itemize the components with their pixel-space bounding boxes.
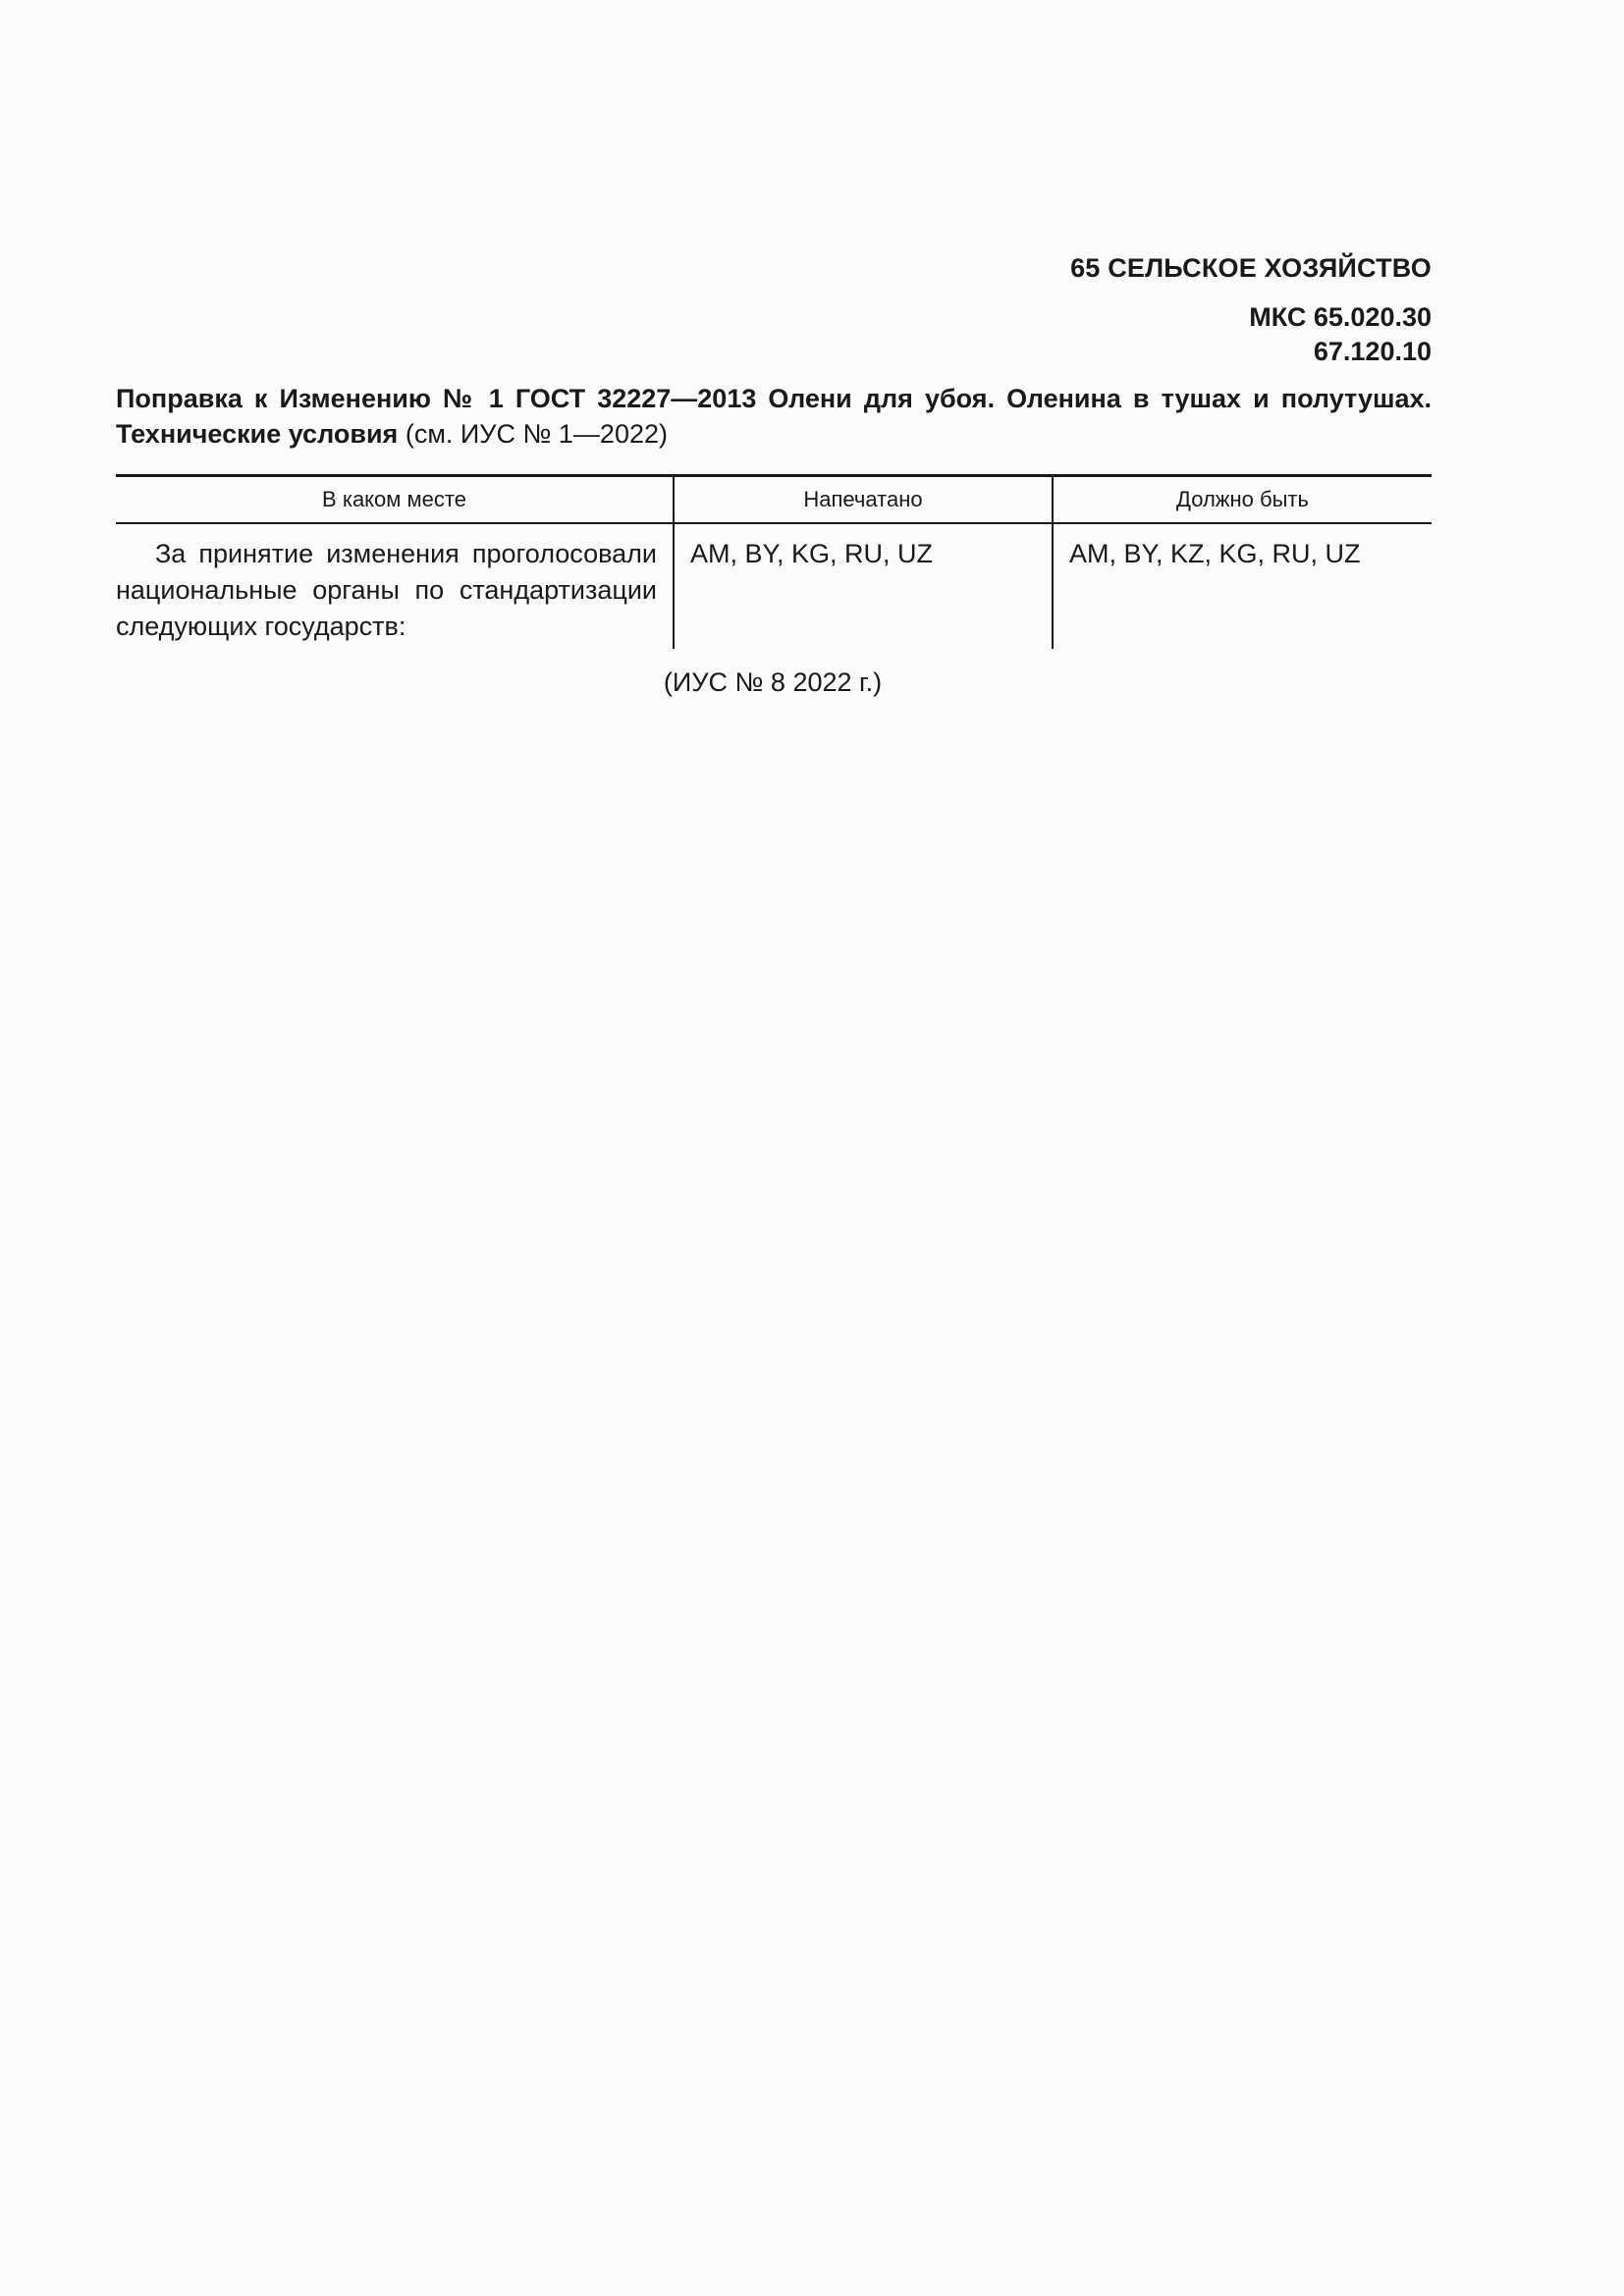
cell-printed: AM, BY, KG, RU, UZ bbox=[674, 523, 1053, 649]
correction-table bbox=[116, 474, 1432, 649]
header-place: В каком месте bbox=[116, 476, 674, 524]
header-printed: Напечатано bbox=[674, 476, 1053, 524]
header-should-be: Должно быть bbox=[1053, 476, 1432, 524]
table-header-row bbox=[116, 476, 1432, 524]
amendment-title-sub: Технические условия bbox=[116, 419, 399, 449]
amendment-reference: (см. ИУС № 1—2022) bbox=[405, 419, 668, 449]
mks-code-line-1: МКС 65.020.30 bbox=[1249, 302, 1432, 332]
amendment-title-main: Поправка к Изменению № 1 ГОСТ 32227—2013 Олени для убоя. Оленина в тушах и полутушах. bbox=[116, 384, 1432, 413]
table-row bbox=[116, 523, 1432, 649]
ius-note: (ИУС № 8 2022 г.) bbox=[663, 667, 883, 697]
cell-should-be: AM, BY, KZ, KG, RU, UZ bbox=[1053, 523, 1432, 649]
section-heading: 65 СЕЛЬСКОЕ ХОЗЯЙСТВО bbox=[1070, 253, 1432, 283]
cell-place: За принятие изменения проголосовали национальные органы по стандартизации следующих государств: bbox=[116, 539, 657, 641]
mks-code-line-2: 67.120.10 bbox=[1313, 337, 1432, 366]
mks-codes bbox=[1249, 300, 1432, 369]
amendment-title bbox=[116, 381, 1432, 452]
